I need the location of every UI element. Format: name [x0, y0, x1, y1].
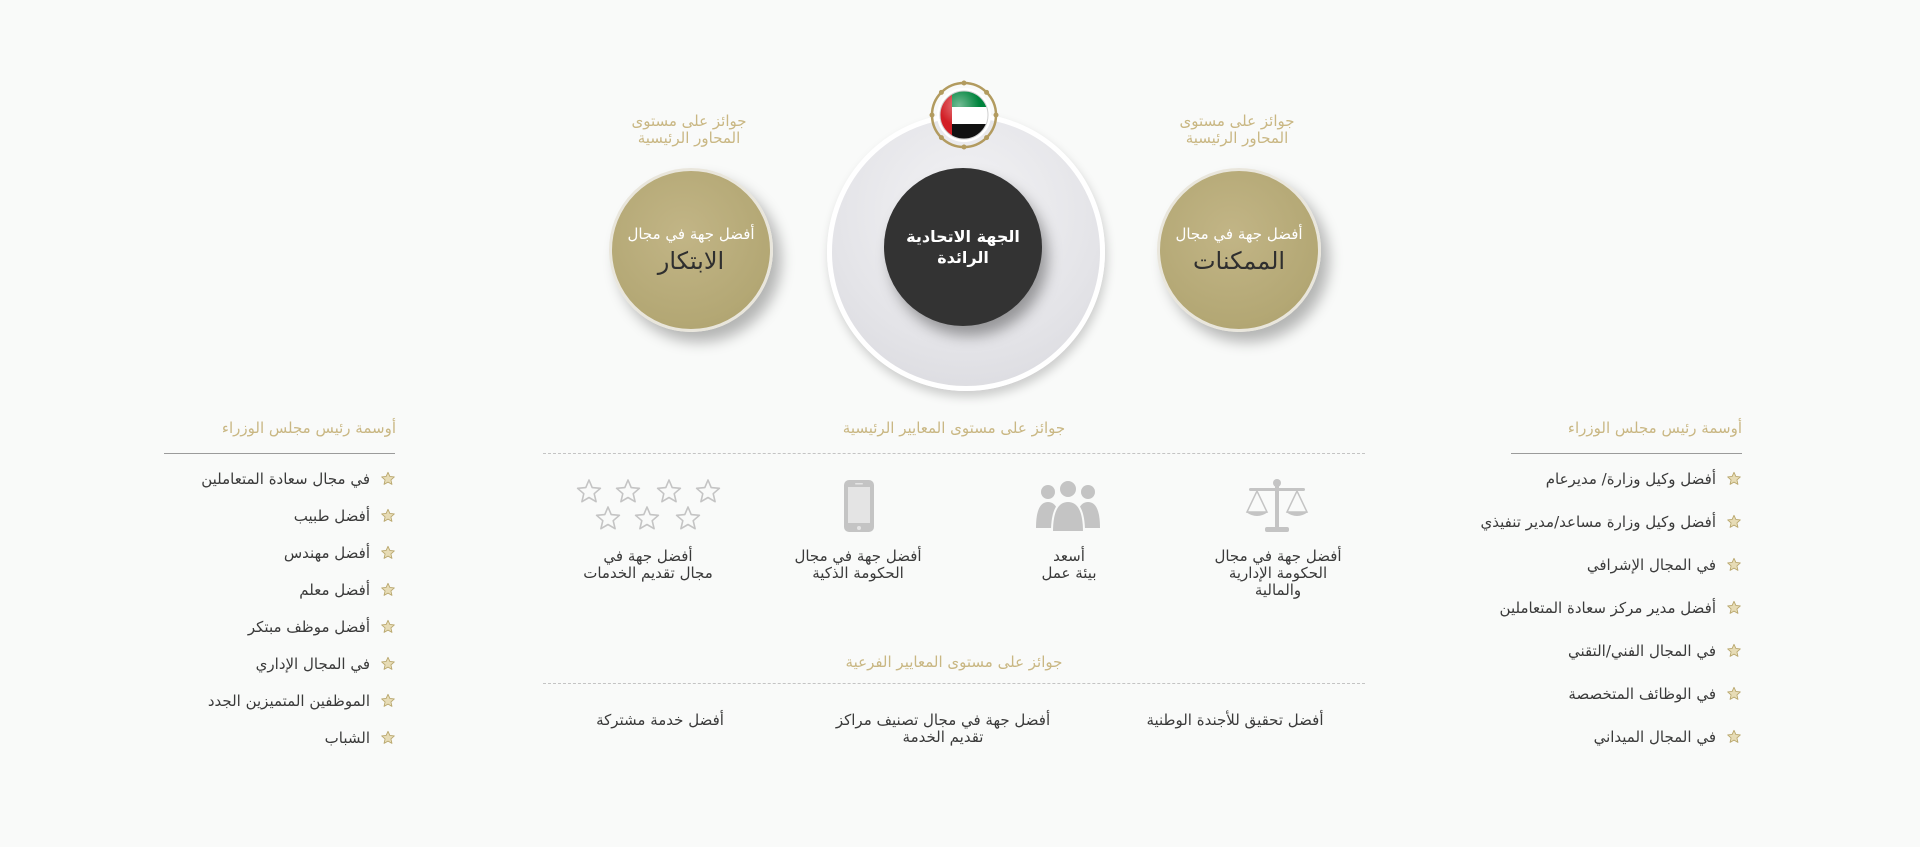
main-criteria-title: جوائز على مستوى المعايير الرئيسية: [842, 419, 1066, 437]
enablers-award-title: الممكنات: [1192, 247, 1286, 275]
innovation-award-title: الابتكار: [657, 247, 725, 275]
star-bullet-icon: [1726, 557, 1742, 573]
criterion-line: أفضل جهة في مجال: [1214, 547, 1342, 565]
star-bullet-icon: [1726, 514, 1742, 530]
leading-federal-entity-circle[interactable]: [884, 168, 1042, 326]
award-list-item-label: أفضل معلم: [299, 581, 370, 599]
award-list-item[interactable]: [1500, 599, 1742, 617]
sub-criteria-divider: [543, 683, 1365, 684]
left-caption-line2: المحاور الرئيسية: [637, 129, 741, 147]
award-list-item[interactable]: [1546, 470, 1742, 488]
award-list-item[interactable]: [201, 470, 396, 488]
star-bullet-icon: [1726, 686, 1742, 702]
smartphone-icon: [842, 478, 876, 534]
left-top-caption: [589, 113, 789, 147]
award-list-item[interactable]: [325, 729, 396, 747]
main-criterion-label[interactable]: [558, 548, 738, 582]
criterion-line: بيئة عمل: [1041, 564, 1097, 582]
award-list-item[interactable]: [1568, 642, 1742, 660]
award-list-item-label: أفضل مهندس: [283, 544, 370, 562]
sub-criteria-title: جوائز على مستوى المعايير الفرعية: [845, 653, 1063, 671]
main-criteria-divider: [543, 453, 1365, 454]
criterion-line: أفضل خدمة مشتركة: [596, 711, 724, 729]
right-caption-line2: المحاور الرئيسية: [1185, 129, 1289, 147]
criterion-line: مجال تقديم الخدمات: [583, 564, 713, 582]
award-list-item[interactable]: [248, 618, 396, 636]
award-list-item-label: أفضل وكيل وزارة/ مديرعام: [1545, 470, 1716, 488]
star-bullet-icon: [1726, 471, 1742, 487]
star-bullet-icon: [380, 693, 396, 709]
award-list-item[interactable]: [284, 544, 396, 562]
criterion-line: الحكومة الإدارية: [1228, 564, 1328, 582]
sub-criterion-label[interactable]: [1105, 712, 1365, 729]
people-icon: [1034, 478, 1102, 534]
enablers-award-circle[interactable]: [1157, 168, 1321, 332]
award-list-item[interactable]: [1568, 685, 1742, 703]
award-list-item[interactable]: [208, 692, 396, 710]
award-list-item-label: أفضل وكيل وزارة مساعد/مدير تنفيذي: [1480, 513, 1716, 531]
award-list-item-label: في مجال سعادة المتعاملين: [201, 470, 370, 488]
right-top-caption: [1137, 113, 1337, 147]
star-bullet-icon: [380, 656, 396, 672]
star-bullet-icon: [1726, 600, 1742, 616]
star-bullet-icon: [380, 508, 396, 524]
award-list-item-label: في الوظائف المتخصصة: [1568, 685, 1716, 703]
left-panel-divider: [164, 453, 395, 454]
center-title-line1: الجهة الاتحادية: [906, 227, 1020, 246]
left-panel-title: أوسمة رئيس مجلس الوزراء: [221, 419, 396, 437]
enablers-award-small: أفضل جهة في مجال: [1175, 225, 1303, 243]
criterion-line: أفضل جهة في مجال: [794, 547, 922, 565]
right-panel-title: أوسمة رئيس مجلس الوزراء: [1567, 419, 1742, 437]
stars-icon: [573, 478, 721, 536]
sub-criterion-label[interactable]: [530, 712, 790, 729]
award-list-item-label: في المجال الفني/التقني: [1567, 642, 1716, 660]
star-bullet-icon: [380, 471, 396, 487]
star-bullet-icon: [1726, 643, 1742, 659]
award-list-item-label: أفضل طبيب: [293, 507, 370, 525]
award-list-item-label: في المجال الميداني: [1593, 728, 1716, 746]
criterion-line: والمالية: [1254, 581, 1302, 599]
uae-flag-emblem-icon: [929, 80, 999, 150]
criterion-line: أفضل جهة في: [603, 547, 693, 565]
star-bullet-icon: [380, 545, 396, 561]
award-list-item-label: الشباب: [324, 729, 370, 747]
award-list-item[interactable]: [1594, 728, 1742, 746]
star-bullet-icon: [380, 619, 396, 635]
award-list-item[interactable]: [299, 581, 396, 599]
award-list-item-label: أفضل موظف مبتكر: [247, 618, 370, 636]
star-bullet-icon: [380, 582, 396, 598]
award-list-item-label: الموظفين المتميزين الجدد: [207, 692, 370, 710]
award-list-item[interactable]: [294, 507, 396, 525]
main-criterion-label[interactable]: [768, 548, 948, 582]
criterion-line: أفضل جهة في مجال تصنيف مراكز: [835, 711, 1051, 729]
criterion-line: الحكومة الذكية: [812, 564, 904, 582]
innovation-award-circle[interactable]: [609, 168, 773, 332]
center-title-line2: الرائدة: [937, 248, 989, 267]
criterion-line: أفضل تحقيق للأجندة الوطنية: [1146, 711, 1324, 729]
main-criterion-label[interactable]: [1188, 548, 1368, 599]
award-list-item[interactable]: [1481, 513, 1742, 531]
award-list-item-label: في المجال الإداري: [255, 655, 370, 673]
criterion-line: تقديم الخدمة: [902, 728, 984, 746]
award-list-item[interactable]: [1587, 556, 1742, 574]
award-list-item[interactable]: [256, 655, 396, 673]
star-bullet-icon: [1726, 729, 1742, 745]
left-caption-line1: جوائز على مستوى: [631, 112, 747, 130]
right-panel-divider: [1511, 453, 1742, 454]
right-caption-line1: جوائز على مستوى: [1179, 112, 1295, 130]
sub-criterion-label[interactable]: [813, 712, 1073, 746]
main-criterion-label[interactable]: [979, 548, 1159, 582]
star-bullet-icon: [380, 730, 396, 746]
award-list-item-label: أفضل مدير مركز سعادة المتعاملين: [1499, 599, 1716, 617]
award-list-item-label: في المجال الإشرافي: [1586, 556, 1716, 574]
scales-icon: [1245, 478, 1309, 534]
criterion-line: أسعد: [1053, 547, 1085, 565]
innovation-award-small: أفضل جهة في مجال: [627, 225, 755, 243]
